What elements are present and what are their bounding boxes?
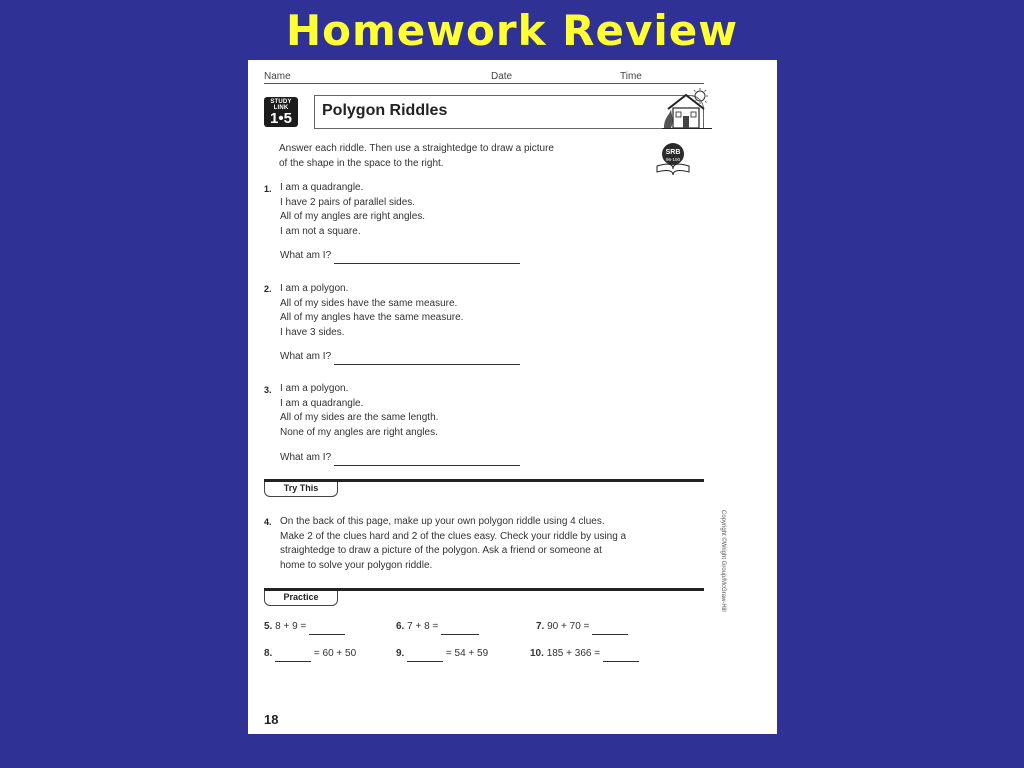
- problem-number: 10.: [530, 648, 544, 659]
- problem-number: 8.: [264, 648, 273, 659]
- header-line: [264, 83, 704, 84]
- riddle-clue: All of my angles have the same measure.: [280, 312, 464, 323]
- answer-blank[interactable]: [334, 251, 520, 264]
- riddle-3-number: 3.: [264, 385, 272, 395]
- practice-problem-6: [396, 620, 479, 635]
- slide-title: Homework Review: [285, 6, 739, 55]
- study-link-label: STUDY LINK: [270, 99, 292, 111]
- try-this-text: [280, 515, 700, 573]
- riddle-2-clues: [280, 282, 463, 340]
- problem-expression: = 60 + 50: [313, 648, 357, 659]
- practice-problem-8: [264, 647, 356, 662]
- worksheet-title: Polygon Riddles: [322, 102, 448, 119]
- riddle-clue: I am not a square.: [280, 225, 361, 237]
- time-label: Time: [620, 71, 642, 82]
- riddle-2-answer: [280, 350, 520, 365]
- date-label: Date: [491, 71, 513, 82]
- problem-number: 7.: [536, 621, 545, 632]
- problem-number: 6.: [396, 621, 405, 632]
- house-icon: [662, 87, 712, 131]
- problem-expression: 185 + 366 =: [546, 648, 601, 659]
- name-label: Name: [264, 71, 291, 82]
- try-this-number: 4.: [264, 517, 272, 527]
- problem-expression: = 54 + 59: [445, 648, 489, 659]
- srb-book-icon: [654, 142, 692, 176]
- riddle-clue: I am a quadrangle.: [280, 397, 364, 409]
- problem-expression: 8 + 9 =: [275, 621, 307, 632]
- worksheet-page: [248, 60, 777, 734]
- answer-prompt: What am I?: [280, 351, 332, 362]
- problem-blank[interactable]: [603, 650, 639, 662]
- try-this-line: home to solve your polygon riddle.: [280, 559, 433, 571]
- problem-blank[interactable]: [592, 623, 628, 635]
- riddle-clue: I am a quadrangle.: [280, 182, 364, 193]
- practice-tab: Practice: [264, 591, 338, 606]
- practice-problem-7: [536, 620, 628, 635]
- srb-label: SRB: [665, 149, 681, 156]
- try-this-line: On the back of this page, make up your own polygon riddle using 4 clues.: [280, 516, 605, 527]
- instruction-line: Answer each riddle. Then use a straightedge to draw a picture: [279, 143, 554, 154]
- title-banner: [264, 95, 704, 129]
- try-this-line: straightedge to draw a picture of the polygon. Ask a friend or someone at: [280, 545, 602, 556]
- copyright-notice: Copyright ©Wright Group/McGraw-Hill: [720, 510, 726, 612]
- problem-number: 9.: [396, 648, 405, 659]
- practice-problem-10: [530, 647, 639, 662]
- problem-blank[interactable]: [441, 623, 479, 635]
- riddle-clue: I am a polygon.: [280, 383, 349, 394]
- riddle-clue: I have 2 pairs of parallel sides.: [280, 196, 416, 208]
- riddle-clue: None of my angles are right angles.: [280, 426, 438, 438]
- riddle-clue: All of my sides have the same measure.: [280, 297, 458, 309]
- problem-blank[interactable]: [275, 650, 311, 662]
- answer-blank[interactable]: [334, 352, 520, 365]
- riddle-1-answer: [280, 249, 520, 264]
- problem-number: 5.: [264, 621, 273, 632]
- riddle-1-number: 1.: [264, 184, 272, 194]
- problem-expression: 90 + 70 =: [547, 621, 590, 632]
- try-this-tab: Try This: [264, 482, 338, 497]
- practice-problem-5: [264, 620, 345, 635]
- riddle-clue: I have 3 sides.: [280, 326, 345, 338]
- riddle-3-answer: [280, 451, 520, 466]
- answer-blank[interactable]: [334, 453, 520, 466]
- try-this-line: Make 2 of the clues hard and 2 of the clues easy. Check your riddle by using a: [280, 530, 627, 542]
- instruction-line: of the shape in the space to the right.: [279, 157, 444, 169]
- problem-expression: 7 + 8 =: [407, 621, 439, 632]
- study-link-number: 1•5: [270, 110, 292, 127]
- riddle-3-clues: [280, 382, 438, 440]
- problem-blank[interactable]: [407, 650, 443, 662]
- problem-blank[interactable]: [309, 623, 345, 635]
- page-number: 18: [264, 712, 279, 727]
- instructions: [279, 142, 554, 171]
- answer-prompt: What am I?: [280, 452, 332, 463]
- riddle-clue: I am a polygon.: [280, 283, 349, 294]
- riddle-1-clues: [280, 181, 425, 239]
- answer-prompt: What am I?: [280, 250, 332, 261]
- riddle-2-number: 2.: [264, 284, 272, 294]
- study-link-badge: [264, 97, 298, 127]
- riddle-clue: All of my angles are right angles.: [280, 211, 426, 222]
- practice-problem-9: [396, 647, 488, 662]
- srb-pages: 96-100: [665, 157, 681, 162]
- riddle-clue: All of my sides are the same length.: [280, 412, 439, 423]
